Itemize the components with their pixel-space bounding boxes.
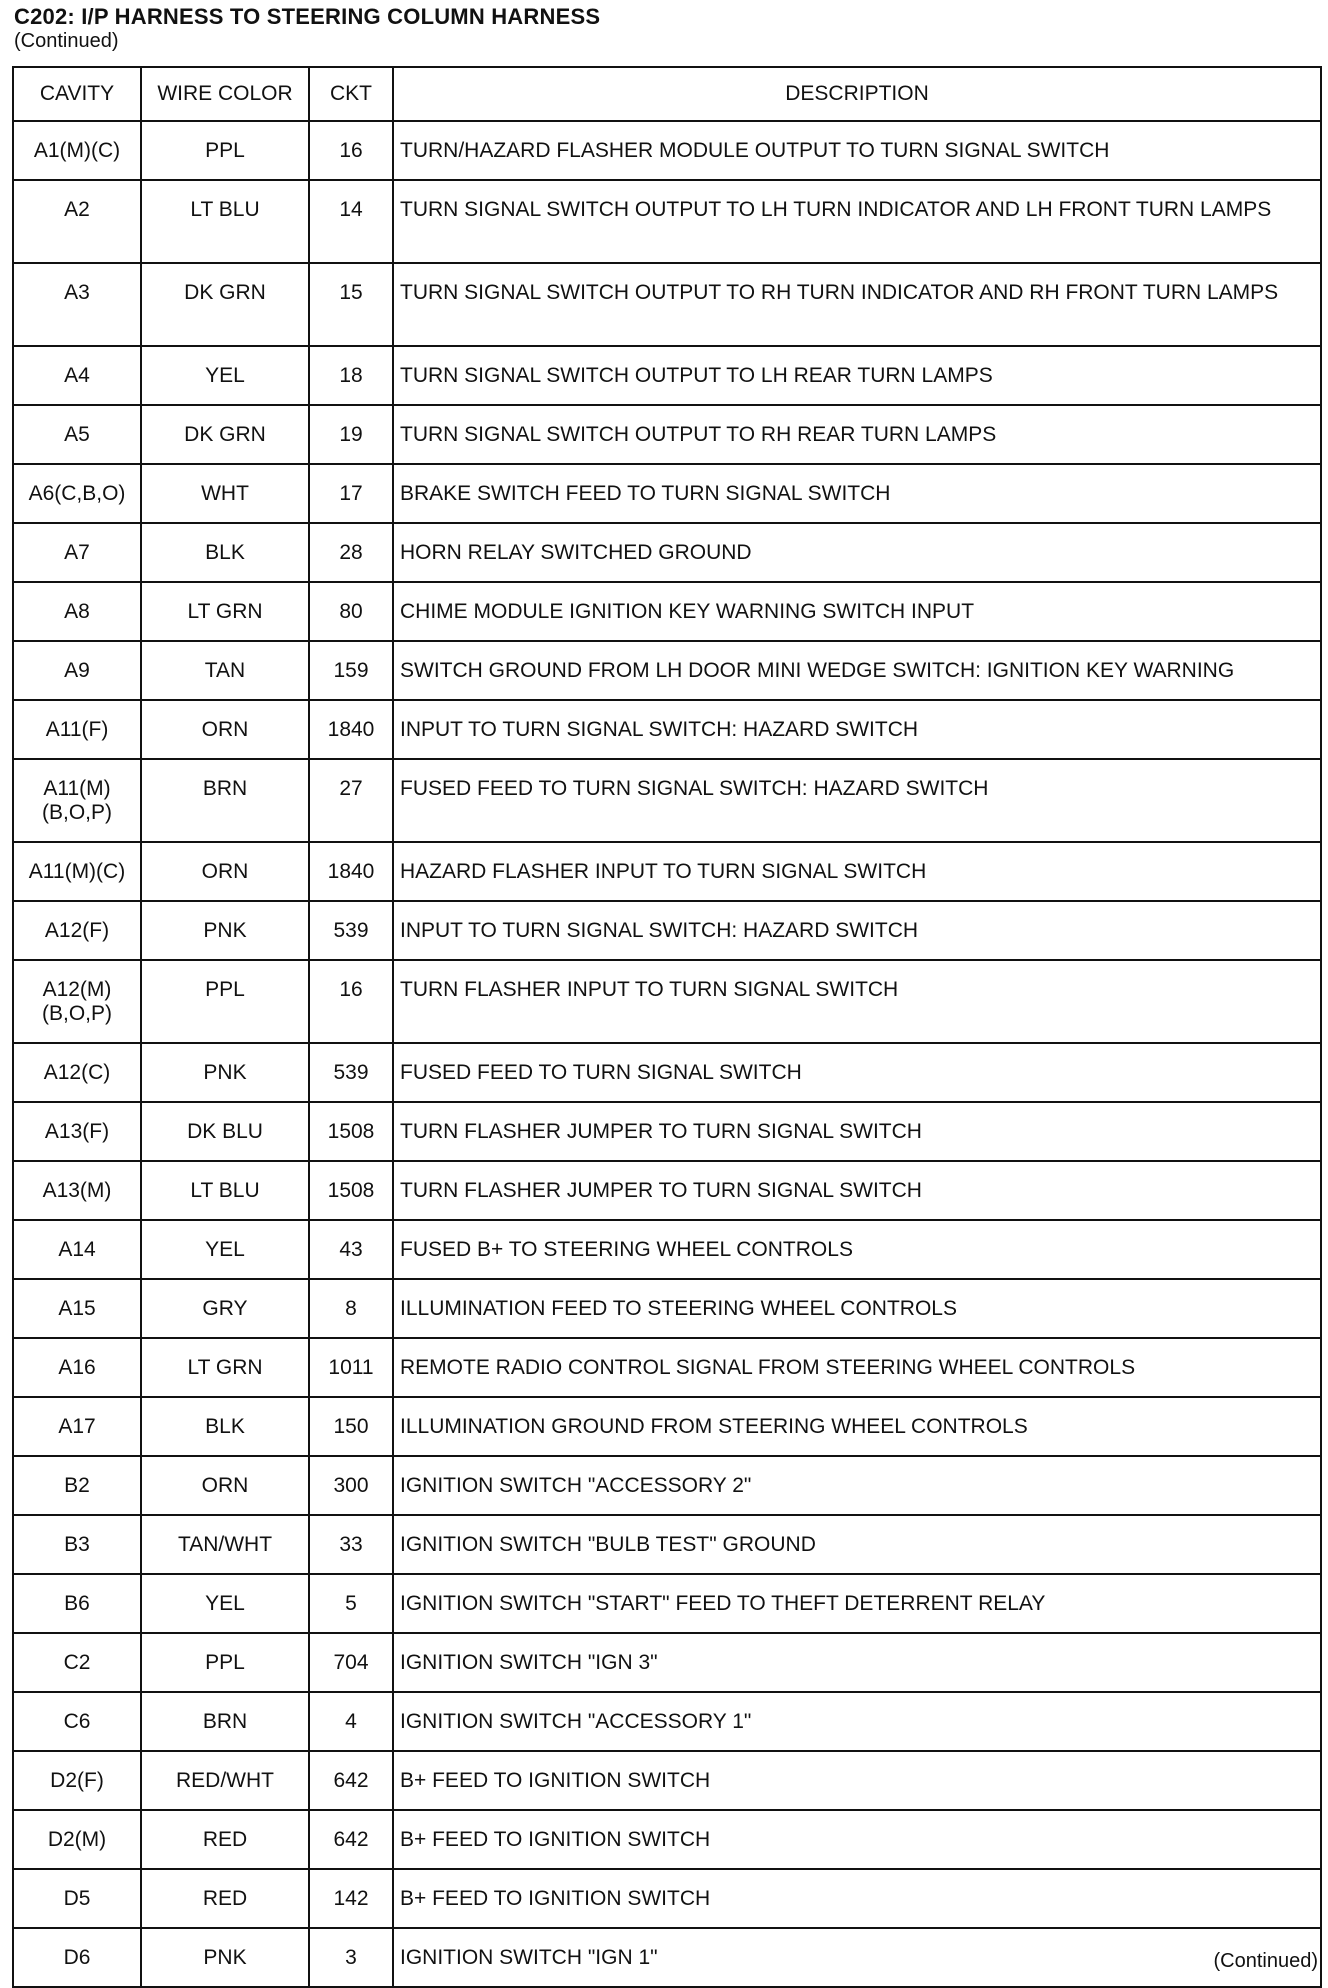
cell-wire-color: YEL: [141, 1220, 309, 1279]
cell-cavity: D5: [13, 1869, 141, 1928]
cell-description: IGNITION SWITCH "ACCESSORY 1": [393, 1692, 1321, 1751]
cell-description: ILLUMINATION FEED TO STEERING WHEEL CONTROLS: [393, 1279, 1321, 1338]
cell-description: TURN SIGNAL SWITCH OUTPUT TO RH REAR TURN LAMPS: [393, 405, 1321, 464]
table-row: [13, 1397, 1321, 1456]
cell-cavity: A7: [13, 523, 141, 582]
table-row: [13, 641, 1321, 700]
cell-wire-color: DK GRN: [141, 405, 309, 464]
table-row: [13, 1515, 1321, 1574]
table-row: [13, 1574, 1321, 1633]
table-row: [13, 1338, 1321, 1397]
column-header-description: DESCRIPTION: [393, 67, 1321, 121]
cell-wire-color: BRN: [141, 1692, 309, 1751]
cell-description: TURN SIGNAL SWITCH OUTPUT TO LH REAR TURN LAMPS: [393, 346, 1321, 405]
page-subtitle: (Continued): [14, 30, 119, 52]
cell-wire-color: DK GRN: [141, 263, 309, 346]
table-row: [13, 1869, 1321, 1928]
page-title: C202: I/P HARNESS TO STEERING COLUMN HARNESS: [14, 4, 601, 29]
table-row: [13, 263, 1321, 346]
table-row: [13, 1810, 1321, 1869]
cell-wire-color: PNK: [141, 1928, 309, 1987]
cell-description: B+ FEED TO IGNITION SWITCH: [393, 1869, 1321, 1928]
column-header-cavity: CAVITY: [13, 67, 141, 121]
cell-ckt: 80: [309, 582, 393, 641]
cell-description: IGNITION SWITCH "ACCESSORY 2": [393, 1456, 1321, 1515]
table-row: [13, 523, 1321, 582]
cell-description: IGNITION SWITCH "IGN 1": [393, 1928, 1321, 1987]
cell-wire-color: LT GRN: [141, 582, 309, 641]
cell-ckt: 1508: [309, 1161, 393, 1220]
cell-wire-color: LT GRN: [141, 1338, 309, 1397]
cell-cavity: A9: [13, 641, 141, 700]
cell-ckt: 1840: [309, 842, 393, 901]
cell-ckt: 16: [309, 960, 393, 1043]
cell-wire-color: PNK: [141, 1043, 309, 1102]
cell-wire-color: LT BLU: [141, 1161, 309, 1220]
cell-cavity: A12(F): [13, 901, 141, 960]
cell-cavity: A14: [13, 1220, 141, 1279]
cell-cavity: A4: [13, 346, 141, 405]
cell-ckt: 4: [309, 1692, 393, 1751]
cell-wire-color: RED: [141, 1869, 309, 1928]
cell-cavity: A11(F): [13, 700, 141, 759]
cell-wire-color: YEL: [141, 346, 309, 405]
cell-description: IGNITION SWITCH "START" FEED TO THEFT DETERRENT RELAY: [393, 1574, 1321, 1633]
cell-wire-color: PNK: [141, 901, 309, 960]
cell-ckt: 28: [309, 523, 393, 582]
cell-cavity: A2: [13, 180, 141, 263]
cell-cavity: A12(C): [13, 1043, 141, 1102]
cell-description: TURN/HAZARD FLASHER MODULE OUTPUT TO TURN SIGNAL SWITCH: [393, 121, 1321, 180]
cell-description: HORN RELAY SWITCHED GROUND: [393, 523, 1321, 582]
cell-cavity: B3: [13, 1515, 141, 1574]
table-row: [13, 405, 1321, 464]
cell-description: FUSED FEED TO TURN SIGNAL SWITCH: [393, 1043, 1321, 1102]
cell-wire-color: TAN/WHT: [141, 1515, 309, 1574]
cell-description: TURN FLASHER JUMPER TO TURN SIGNAL SWITCH: [393, 1102, 1321, 1161]
cell-ckt: 14: [309, 180, 393, 263]
cell-description: TURN FLASHER JUMPER TO TURN SIGNAL SWITCH: [393, 1161, 1321, 1220]
table-row: [13, 1220, 1321, 1279]
cell-ckt: 1508: [309, 1102, 393, 1161]
cell-ckt: 8: [309, 1279, 393, 1338]
cell-wire-color: ORN: [141, 842, 309, 901]
cell-wire-color: GRY: [141, 1279, 309, 1338]
cell-ckt: 19: [309, 405, 393, 464]
cell-wire-color: YEL: [141, 1574, 309, 1633]
cell-description: IGNITION SWITCH "IGN 3": [393, 1633, 1321, 1692]
table-row: [13, 1102, 1321, 1161]
cell-description: SWITCH GROUND FROM LH DOOR MINI WEDGE SWITCH: IGNITION KEY WARNING: [393, 641, 1321, 700]
cell-ckt: 3: [309, 1928, 393, 1987]
cell-cavity: A15: [13, 1279, 141, 1338]
cell-cavity: A11(M)(B,O,P): [13, 759, 141, 842]
cell-wire-color: PPL: [141, 121, 309, 180]
cell-wire-color: WHT: [141, 464, 309, 523]
connector-table: [12, 66, 1322, 1988]
cell-cavity: A12(M)(B,O,P): [13, 960, 141, 1043]
table-row: [13, 582, 1321, 641]
table-row: [13, 1043, 1321, 1102]
cell-description: B+ FEED TO IGNITION SWITCH: [393, 1810, 1321, 1869]
cell-ckt: 642: [309, 1810, 393, 1869]
table-header-row: [13, 67, 1321, 121]
table-row: [13, 960, 1321, 1043]
cell-cavity: A6(C,B,O): [13, 464, 141, 523]
cell-wire-color: RED: [141, 1810, 309, 1869]
cell-description: B+ FEED TO IGNITION SWITCH: [393, 1751, 1321, 1810]
cell-cavity: B6: [13, 1574, 141, 1633]
column-header-wire-color: WIRE COLOR: [141, 67, 309, 121]
table-row: [13, 1456, 1321, 1515]
cell-description: TURN FLASHER INPUT TO TURN SIGNAL SWITCH: [393, 960, 1321, 1043]
cell-ckt: 539: [309, 901, 393, 960]
cell-cavity: A1(M)(C): [13, 121, 141, 180]
cell-description: ILLUMINATION GROUND FROM STEERING WHEEL CONTROLS: [393, 1397, 1321, 1456]
cell-cavity: B2: [13, 1456, 141, 1515]
cell-ckt: 33: [309, 1515, 393, 1574]
table-row: [13, 1633, 1321, 1692]
cell-cavity: C2: [13, 1633, 141, 1692]
cell-cavity: D2(F): [13, 1751, 141, 1810]
table-row: [13, 1751, 1321, 1810]
cell-ckt: 539: [309, 1043, 393, 1102]
cell-ckt: 16: [309, 121, 393, 180]
cell-description: TURN SIGNAL SWITCH OUTPUT TO LH TURN INDICATOR AND LH FRONT TURN LAMPS: [393, 180, 1321, 263]
table-row: [13, 842, 1321, 901]
cell-ckt: 1840: [309, 700, 393, 759]
cell-ckt: 142: [309, 1869, 393, 1928]
cell-wire-color: PPL: [141, 1633, 309, 1692]
cell-ckt: 43: [309, 1220, 393, 1279]
cell-wire-color: BLK: [141, 1397, 309, 1456]
cell-description: INPUT TO TURN SIGNAL SWITCH: HAZARD SWITCH: [393, 901, 1321, 960]
cell-cavity: A16: [13, 1338, 141, 1397]
cell-ckt: 642: [309, 1751, 393, 1810]
cell-cavity: A17: [13, 1397, 141, 1456]
cell-ckt: 159: [309, 641, 393, 700]
table-row: [13, 464, 1321, 523]
cell-ckt: 17: [309, 464, 393, 523]
cell-cavity: A11(M)(C): [13, 842, 141, 901]
column-header-ckt: CKT: [309, 67, 393, 121]
table-row: [13, 1161, 1321, 1220]
cell-cavity: A3: [13, 263, 141, 346]
cell-description: FUSED B+ TO STEERING WHEEL CONTROLS: [393, 1220, 1321, 1279]
table-row: [13, 180, 1321, 263]
cell-ckt: 1011: [309, 1338, 393, 1397]
table-row: [13, 759, 1321, 842]
cell-description: REMOTE RADIO CONTROL SIGNAL FROM STEERING WHEEL CONTROLS: [393, 1338, 1321, 1397]
cell-wire-color: BRN: [141, 759, 309, 842]
cell-ckt: 704: [309, 1633, 393, 1692]
cell-ckt: 27: [309, 759, 393, 842]
table-row: [13, 346, 1321, 405]
table-row: [13, 700, 1321, 759]
cell-ckt: 150: [309, 1397, 393, 1456]
table-row: [13, 121, 1321, 180]
table-row: [13, 901, 1321, 960]
table-body: [13, 121, 1321, 1987]
cell-cavity: A13(M): [13, 1161, 141, 1220]
cell-wire-color: TAN: [141, 641, 309, 700]
cell-wire-color: ORN: [141, 700, 309, 759]
continued-footer: (Continued): [1213, 1950, 1318, 1972]
table-row: [13, 1928, 1321, 1987]
cell-ckt: 5: [309, 1574, 393, 1633]
cell-cavity: D6: [13, 1928, 141, 1987]
table-row: [13, 1279, 1321, 1338]
table-row: [13, 1692, 1321, 1751]
cell-cavity: C6: [13, 1692, 141, 1751]
cell-description: BRAKE SWITCH FEED TO TURN SIGNAL SWITCH: [393, 464, 1321, 523]
cell-wire-color: DK BLU: [141, 1102, 309, 1161]
cell-cavity: A8: [13, 582, 141, 641]
cell-cavity: A5: [13, 405, 141, 464]
cell-wire-color: BLK: [141, 523, 309, 582]
cell-cavity: D2(M): [13, 1810, 141, 1869]
cell-wire-color: ORN: [141, 1456, 309, 1515]
cell-wire-color: PPL: [141, 960, 309, 1043]
cell-description: FUSED FEED TO TURN SIGNAL SWITCH: HAZARD SWITCH: [393, 759, 1321, 842]
cell-cavity: A13(F): [13, 1102, 141, 1161]
cell-description: IGNITION SWITCH "BULB TEST" GROUND: [393, 1515, 1321, 1574]
cell-wire-color: RED/WHT: [141, 1751, 309, 1810]
cell-ckt: 18: [309, 346, 393, 405]
cell-description: INPUT TO TURN SIGNAL SWITCH: HAZARD SWITCH: [393, 700, 1321, 759]
cell-description: TURN SIGNAL SWITCH OUTPUT TO RH TURN INDICATOR AND RH FRONT TURN LAMPS: [393, 263, 1321, 346]
cell-description: CHIME MODULE IGNITION KEY WARNING SWITCH INPUT: [393, 582, 1321, 641]
cell-description: HAZARD FLASHER INPUT TO TURN SIGNAL SWITCH: [393, 842, 1321, 901]
cell-ckt: 300: [309, 1456, 393, 1515]
cell-ckt: 15: [309, 263, 393, 346]
cell-wire-color: LT BLU: [141, 180, 309, 263]
